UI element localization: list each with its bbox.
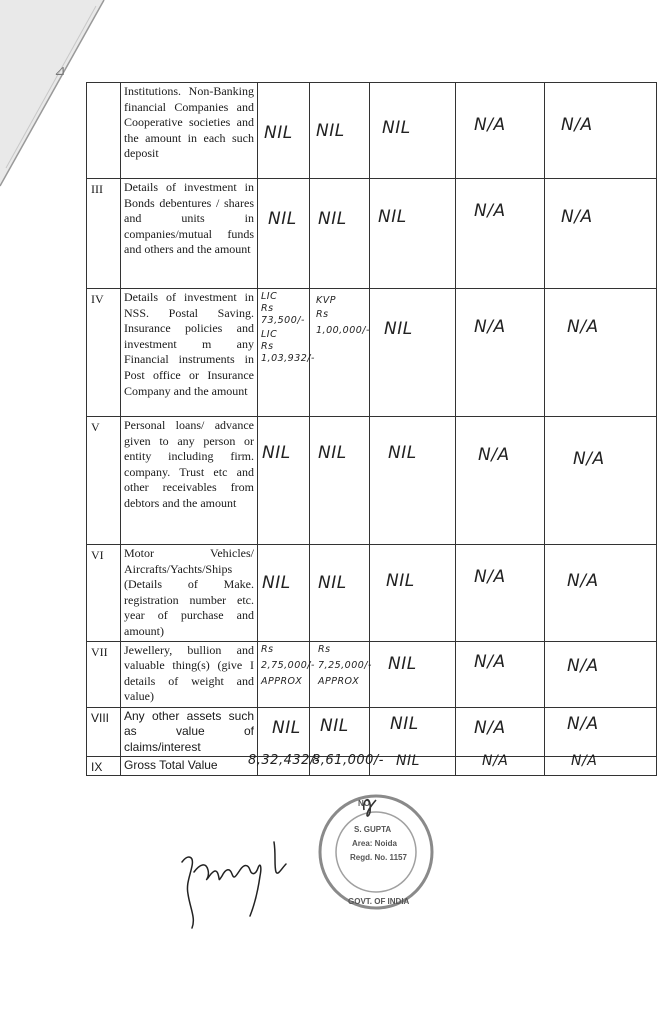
value-cell: NIL (318, 573, 347, 593)
table-row (87, 545, 657, 642)
value-cell: N/A (567, 317, 599, 337)
value-cell: 7,25,000/- (318, 659, 372, 671)
seal-text: S. GUPTA (354, 825, 392, 834)
row-description: Personal loans/ advance given to any person or entity including firm. company. Trust etc and other receivables from debtors and the amount (121, 417, 258, 545)
value-cell: Rs (316, 309, 329, 320)
table-row (87, 757, 657, 776)
value-cell: NIL (316, 121, 345, 141)
row-number: IV (87, 289, 121, 417)
value-cell: APPROX (318, 675, 360, 687)
value-cell: NIL (272, 717, 301, 738)
row-number: VII (87, 641, 121, 707)
table-row (87, 289, 657, 417)
value-cell: 1,03,932/- (261, 353, 315, 364)
value-cell: NIL (318, 209, 347, 229)
row-description: Gross Total Value (121, 757, 258, 776)
value-cell: N/A (573, 449, 605, 469)
value-cell: N/A (474, 567, 506, 587)
value-cell: NIL (262, 573, 291, 593)
row-description: Motor Vehicles/ Aircrafts/Yachts/Ships (Details of Make. registration number etc. year of purchase and amount) (121, 545, 258, 642)
value-cell: NIL (320, 715, 349, 736)
table-row (87, 417, 657, 545)
value-cell: Rs (318, 643, 331, 655)
value-cell: N/A (474, 201, 506, 221)
seal-text: GOVT. OF INDIA (348, 897, 410, 906)
value-cell: NIL (396, 753, 420, 770)
table-row (87, 641, 657, 707)
value-cell: N/A (474, 651, 506, 672)
value-cell: KVP (316, 295, 336, 306)
value-cell: Rs (261, 643, 274, 655)
value-cell: APPROX (261, 675, 303, 687)
row-number: VI (87, 545, 121, 642)
value-cell: NIL (268, 209, 297, 229)
value-cell: N/A (482, 753, 509, 770)
row-number: III (87, 179, 121, 289)
seal-text: Area: Noida (352, 839, 397, 848)
value-cell: NIL (318, 443, 347, 463)
value-cell: N/A (567, 713, 599, 734)
value-cell: NIL (378, 207, 407, 227)
row-description: Details of investment in NSS. Postal Saving. Insurance policies and investment m any Financial instruments in Post office or Insurance Company and the amount (121, 289, 258, 417)
table-row (87, 83, 657, 179)
row-description: Details of investment in Bonds debentures / shares and units in companies/mutual funds and others and the amount (121, 179, 258, 289)
table-row (87, 179, 657, 289)
row-number (87, 83, 121, 179)
notary-seal (302, 790, 444, 912)
value-cell: LIC (261, 291, 278, 302)
value-cell: N/A (567, 655, 599, 676)
value-cell: 8,32,432/- (248, 753, 320, 769)
value-cell: N/A (474, 717, 506, 738)
value-cell: NIL (264, 123, 293, 143)
row-description: Institutions. Non-Banking financial Companies and Cooperative societies and the amount in each such deposit (121, 83, 258, 179)
row-description: Any other assets such as value of claims/interest (121, 707, 258, 757)
signature (178, 820, 300, 932)
value-cell: NIL (382, 118, 411, 138)
value-cell: NIL (384, 319, 413, 339)
row-description: Jewellery, bullion and valuable thing(s) (give I details of weight and value) (121, 641, 258, 707)
svg-text:⊿: ⊿ (54, 63, 66, 79)
value-cell: N/A (561, 115, 593, 135)
value-cell: NIL (388, 443, 417, 463)
value-cell: N/A (474, 317, 506, 337)
value-cell: NIL (390, 713, 419, 734)
value-cell: N/A (474, 115, 506, 135)
value-cell: 2,75,000/- (261, 659, 315, 671)
value-cell: Rs (261, 341, 274, 352)
seal-text: Regd. No. 1157 (350, 853, 407, 862)
assets-table (86, 82, 657, 776)
row-number: V (87, 417, 121, 545)
value-cell: N/A (567, 571, 599, 591)
value-cell: 1,00,000/- (316, 325, 370, 336)
value-cell: N/A (561, 207, 593, 227)
value-cell: N/A (478, 445, 510, 465)
value-cell: NIL (388, 653, 417, 674)
value-cell: 73,500/- (261, 315, 305, 326)
row-number: VIII (87, 707, 121, 757)
seal-text: NO (358, 799, 370, 808)
value-cell: LIC (261, 329, 278, 340)
row-number: IX (87, 757, 121, 776)
value-cell: NIL (386, 571, 415, 591)
value-cell: Rs (261, 303, 274, 314)
value-cell: NIL (262, 443, 291, 463)
value-cell: 8,61,000/- (312, 753, 384, 769)
table-row (87, 707, 657, 757)
value-cell: N/A (571, 753, 598, 770)
